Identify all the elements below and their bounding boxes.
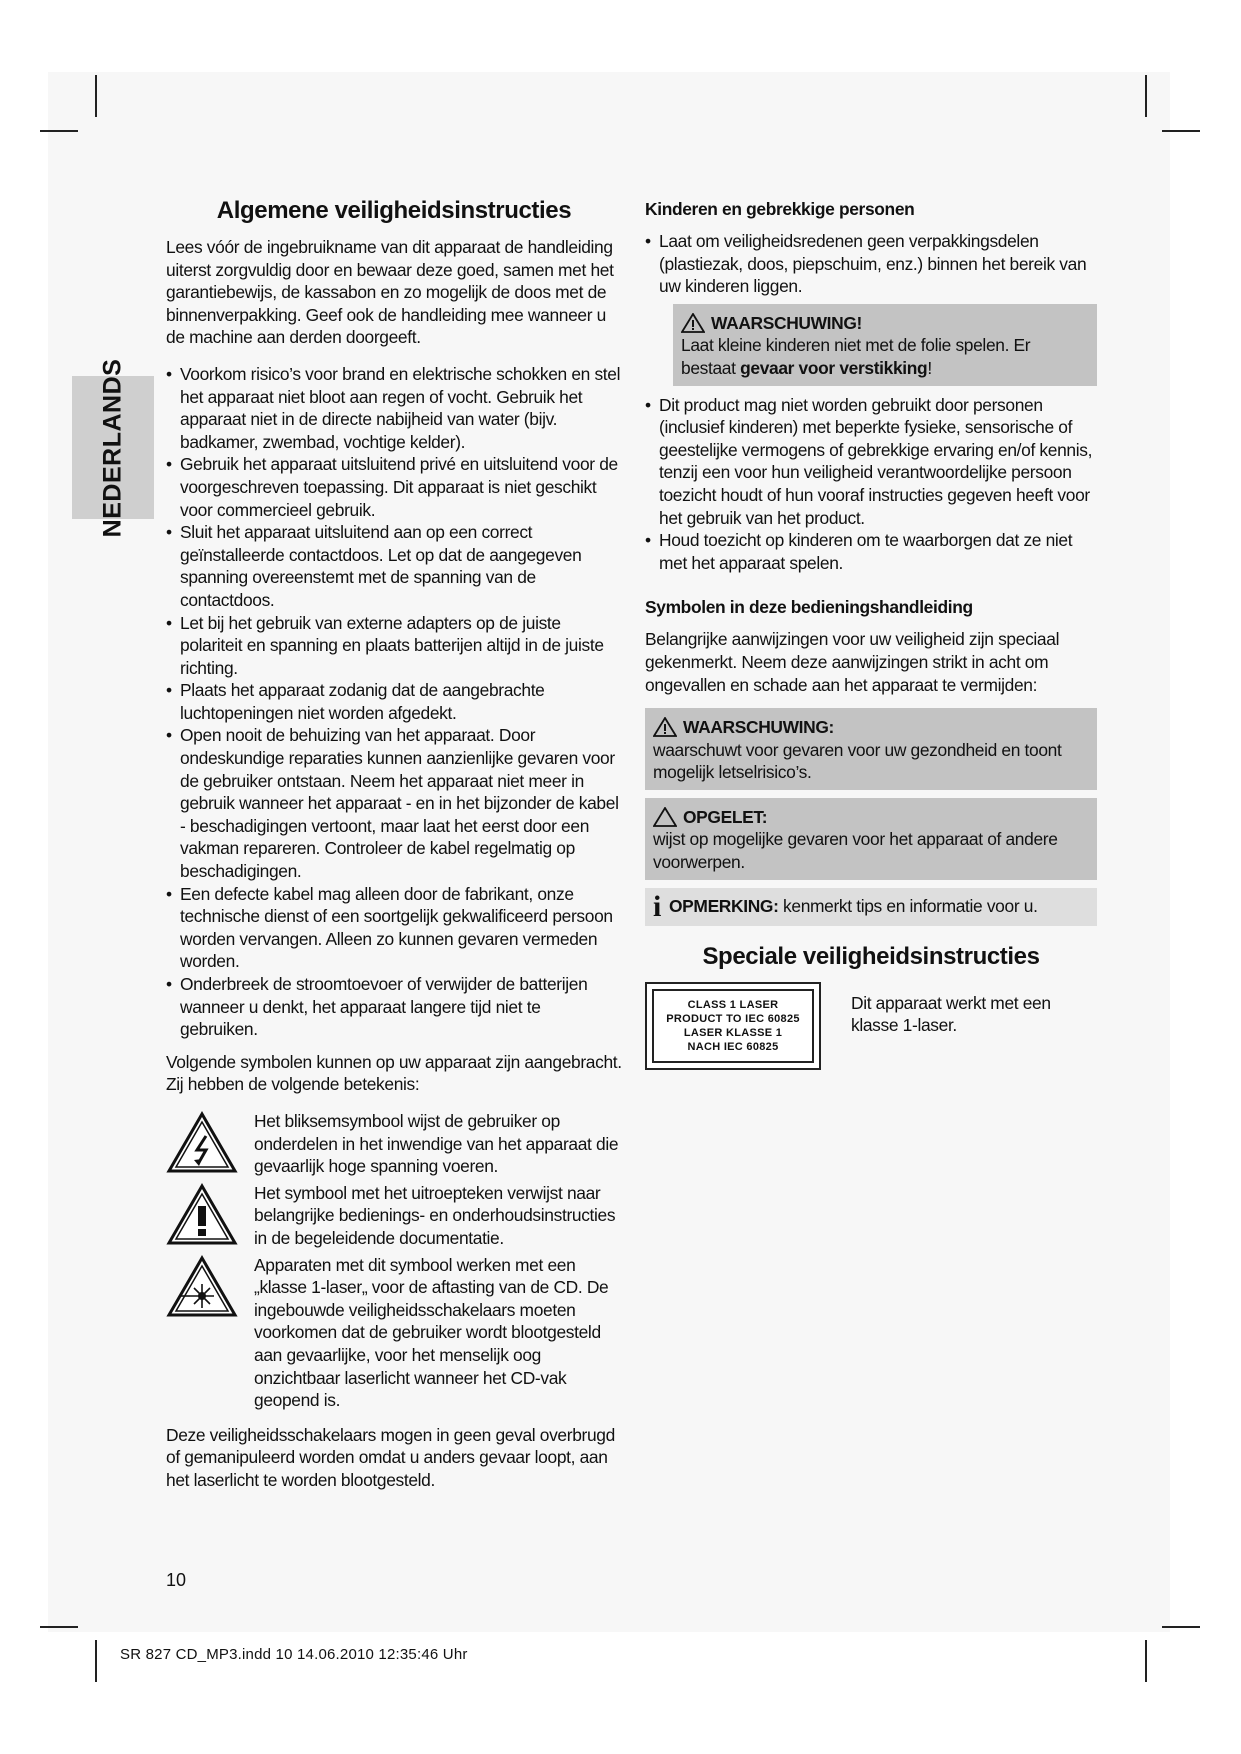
- warning-header: [653, 716, 1089, 739]
- symbol-description: Het symbool met het uitroepteken verwijst naar belangrijke bedienings- en onderhoudsinstructies in de begeleidende documentatie.: [254, 1182, 616, 1248]
- warning-text: waarschuwt voor gevaren voor uw gezondheid en toont mogelijk letselrisico’s.: [653, 739, 1062, 783]
- laser-description: Dit apparaat werkt met een klasse 1-laser.: [851, 992, 1051, 1036]
- crop-mark: [95, 1640, 97, 1682]
- caution-triangle-icon: [653, 807, 677, 827]
- crop-mark: [95, 75, 97, 117]
- kids-bullet-list-continued: [645, 394, 1097, 575]
- warning-title: WAARSCHUWING!: [711, 312, 862, 333]
- crop-mark: [1162, 130, 1200, 132]
- crop-mark: [1145, 1640, 1147, 1682]
- right-column: [645, 198, 1097, 1070]
- kids-bullet-list: [645, 230, 1097, 298]
- list-item: • Gebruik het apparaat uitsluitend privé en uitsluitend voor de voorgeschreven toepassing. Dit apparaat is niet geschikt voor commercieel gebruik.: [166, 453, 622, 521]
- laser-label-inner: [652, 989, 814, 1063]
- general-safety-title: Algemene veiligheidsinstructies: [216, 197, 572, 224]
- list-item: • Sluit het apparaat uitsluitend aan op een correct geïnstalleerde contactdoos. Let op dat de aangegeven spanning overeenstemt met de spanning van de contactdoos.: [166, 521, 622, 611]
- list-item: • Laat om veiligheidsredenen geen verpakkingsdelen (plastiezak, doos, piepschuim, enz.) binnen het bereik van uw kinderen liggen.: [645, 230, 1097, 298]
- lightning-warning-icon: [166, 1110, 238, 1174]
- list-item: • Plaats het apparaat zodanig dat de aangebrachte luchtopeningen niet worden afgedekt.: [166, 679, 622, 724]
- list-item: • Let bij het gebruik van externe adapters op de juiste polariteit en spanning en plaats batterijen altijd in de juiste richting.: [166, 612, 622, 680]
- list-item: • Dit product mag niet worden gebruikt door personen (inclusief kinderen) met beperkte fysieke, sensorische of geestelijke vermogens of gebrekkige ervaring en/of kennis, tenzij een voor hun veiligheid verantwoordelijke persoon toezicht houdt of hun vooraf instructies gegeven heeft voor het gebruik van het product.: [645, 394, 1097, 530]
- page-number: 10: [166, 1570, 187, 1590]
- warning-title: WAARSCHUWING:: [683, 717, 834, 738]
- laser-class-label: [645, 982, 821, 1070]
- warning-text: [681, 334, 1089, 379]
- symbols-paragraph: Belangrijke aanwijzingen voor uw veiligheid zijn speciaal gekenmerkt. Neem deze aanwijzingen strikt in acht om ongevallen en schade aan het apparaat te vermijden:: [645, 629, 1060, 695]
- warning-end: !: [927, 357, 932, 378]
- crop-mark: [1162, 1626, 1200, 1628]
- exclamation-warning-icon: [166, 1182, 238, 1246]
- crop-mark: [40, 1626, 78, 1628]
- list-item: • Houd toezicht op kinderen om te waarborgen dat ze niet met het apparaat spelen.: [645, 529, 1097, 574]
- special-safety-title: Speciale veiligheidsinstructies: [702, 942, 1040, 970]
- symbol-description: Het bliksemsymbool wijst de gebruiker op onderdelen in het inwendige van het apparaat die gevaarlijk hoge spanning voeren.: [254, 1110, 619, 1177]
- print-footer: SR 827 CD_MP3.indd 10 14.06.2010 12:35:46 Uhr: [120, 1646, 468, 1663]
- safety-bullet-list: [166, 363, 622, 1041]
- note-box: [645, 888, 1097, 926]
- note-text: kenmerkt tips en informatie voor u.: [778, 896, 1038, 917]
- caution-text: wijst op mogelijke gevaren voor het apparaat of andere voorwerpen.: [653, 829, 1058, 873]
- symbols-heading: Symbolen in deze bedieningshandleiding: [645, 597, 973, 618]
- note-title: OPMERKING:: [669, 896, 779, 917]
- laser-label-line: CLASS 1 LASER: [687, 998, 779, 1011]
- warning-box-suffocation: [673, 304, 1097, 386]
- warning-triangle-icon: [653, 717, 677, 737]
- warning-body: Laat kleine kinderen niet met de folie spelen. Er bestaat: [681, 335, 1031, 378]
- left-column: [166, 196, 622, 1501]
- laser-label-line: LASER KLASSE 1: [683, 1026, 783, 1039]
- warning-emphasis: gevaar voor verstikking: [740, 357, 928, 378]
- symbol-row: [166, 1110, 622, 1178]
- caution-header: [653, 806, 1089, 829]
- symbol-row: [166, 1182, 622, 1250]
- warning-triangle-icon: [681, 313, 705, 333]
- crop-mark: [40, 130, 78, 132]
- list-item: • Open nooit de behuizing van het apparaat. Door ondeskundige reparaties kunnen aanzienlijke gevaren voor de gebruiker ontstaan. Neem het apparaat niet meer in gebruik wanneer het apparaat - en in het bijzonder de kabel - beschadigingen vertoont, maar laat het eerst door een vakman repareren. Controleer de kabel regelmatig op beschadigingen.: [166, 724, 622, 882]
- symbols-intro: Volgende symbolen kunnen op uw apparaat zijn aangebracht. Zij hebben de volgende betekenis:: [166, 1051, 622, 1095]
- symbol-description: Apparaten met dit symbool werken met een „klasse 1-laser„ voor de aftasting van de CD. De ingebouwde veiligheidsschakelaars moeten voorkomen dat de gebruiker wordt blootgesteld aan gevaarlijke, voor het menselijk oog onzichtbaar laserlicht wanneer het CD-vak geopend is.: [254, 1254, 609, 1411]
- list-item: • Een defecte kabel mag alleen door de fabrikant, onze technische dienst of een soortgelijk gekwalificeerd persoon worden vervangen. Alleen zo kunnen gevaren vermeden worden.: [166, 883, 622, 973]
- caution-box: [645, 798, 1097, 880]
- laser-warning-icon: [166, 1254, 238, 1318]
- kids-heading: Kinderen en gebrekkige personen: [645, 199, 915, 219]
- intro-paragraph: Lees vóór de ingebruikname van dit apparaat de handleiding uiterst zorgvuldig door en bewaar deze goed, samen met het garantiebewijs, de kassabon en zo mogelijk de doos met de binnenverpakking. Geef ook de handleiding mee wanneer u de machine aan derden doorgeeft.: [166, 237, 614, 348]
- crop-mark: [1145, 75, 1147, 117]
- laser-info-row: [645, 982, 1097, 1070]
- list-item: • Onderbreek de stroomtoevoer of verwijder de batterijen wanneer u denkt, het apparaat langere tijd niet te gebruiken.: [166, 973, 622, 1041]
- symbol-row: [166, 1254, 622, 1412]
- caution-title: OPGELET:: [683, 806, 768, 827]
- warning-header: [681, 312, 1089, 335]
- warning-box: [645, 708, 1097, 790]
- laser-label-line: NACH IEC 60825: [687, 1040, 779, 1053]
- language-tab-label: NEDERLANDS: [98, 358, 127, 538]
- closing-paragraph: Deze veiligheidsschakelaars mogen in geen geval overbrugd of gemanipuleerd worden omdat u anders gevaar loopt, aan het laserlicht te worden blootgesteld.: [166, 1424, 615, 1490]
- info-icon: i: [653, 889, 661, 923]
- language-tab: [72, 358, 154, 538]
- list-item: • Voorkom risico’s voor brand en elektrische schokken en stel het apparaat niet bloot aan regen of vocht. Gebruik het apparaat niet in de directe nabijheid van water (bijv. badkamer, zwembad, vochtige kelder).: [166, 363, 622, 453]
- laser-label-line: PRODUCT TO IEC 60825: [666, 1012, 800, 1025]
